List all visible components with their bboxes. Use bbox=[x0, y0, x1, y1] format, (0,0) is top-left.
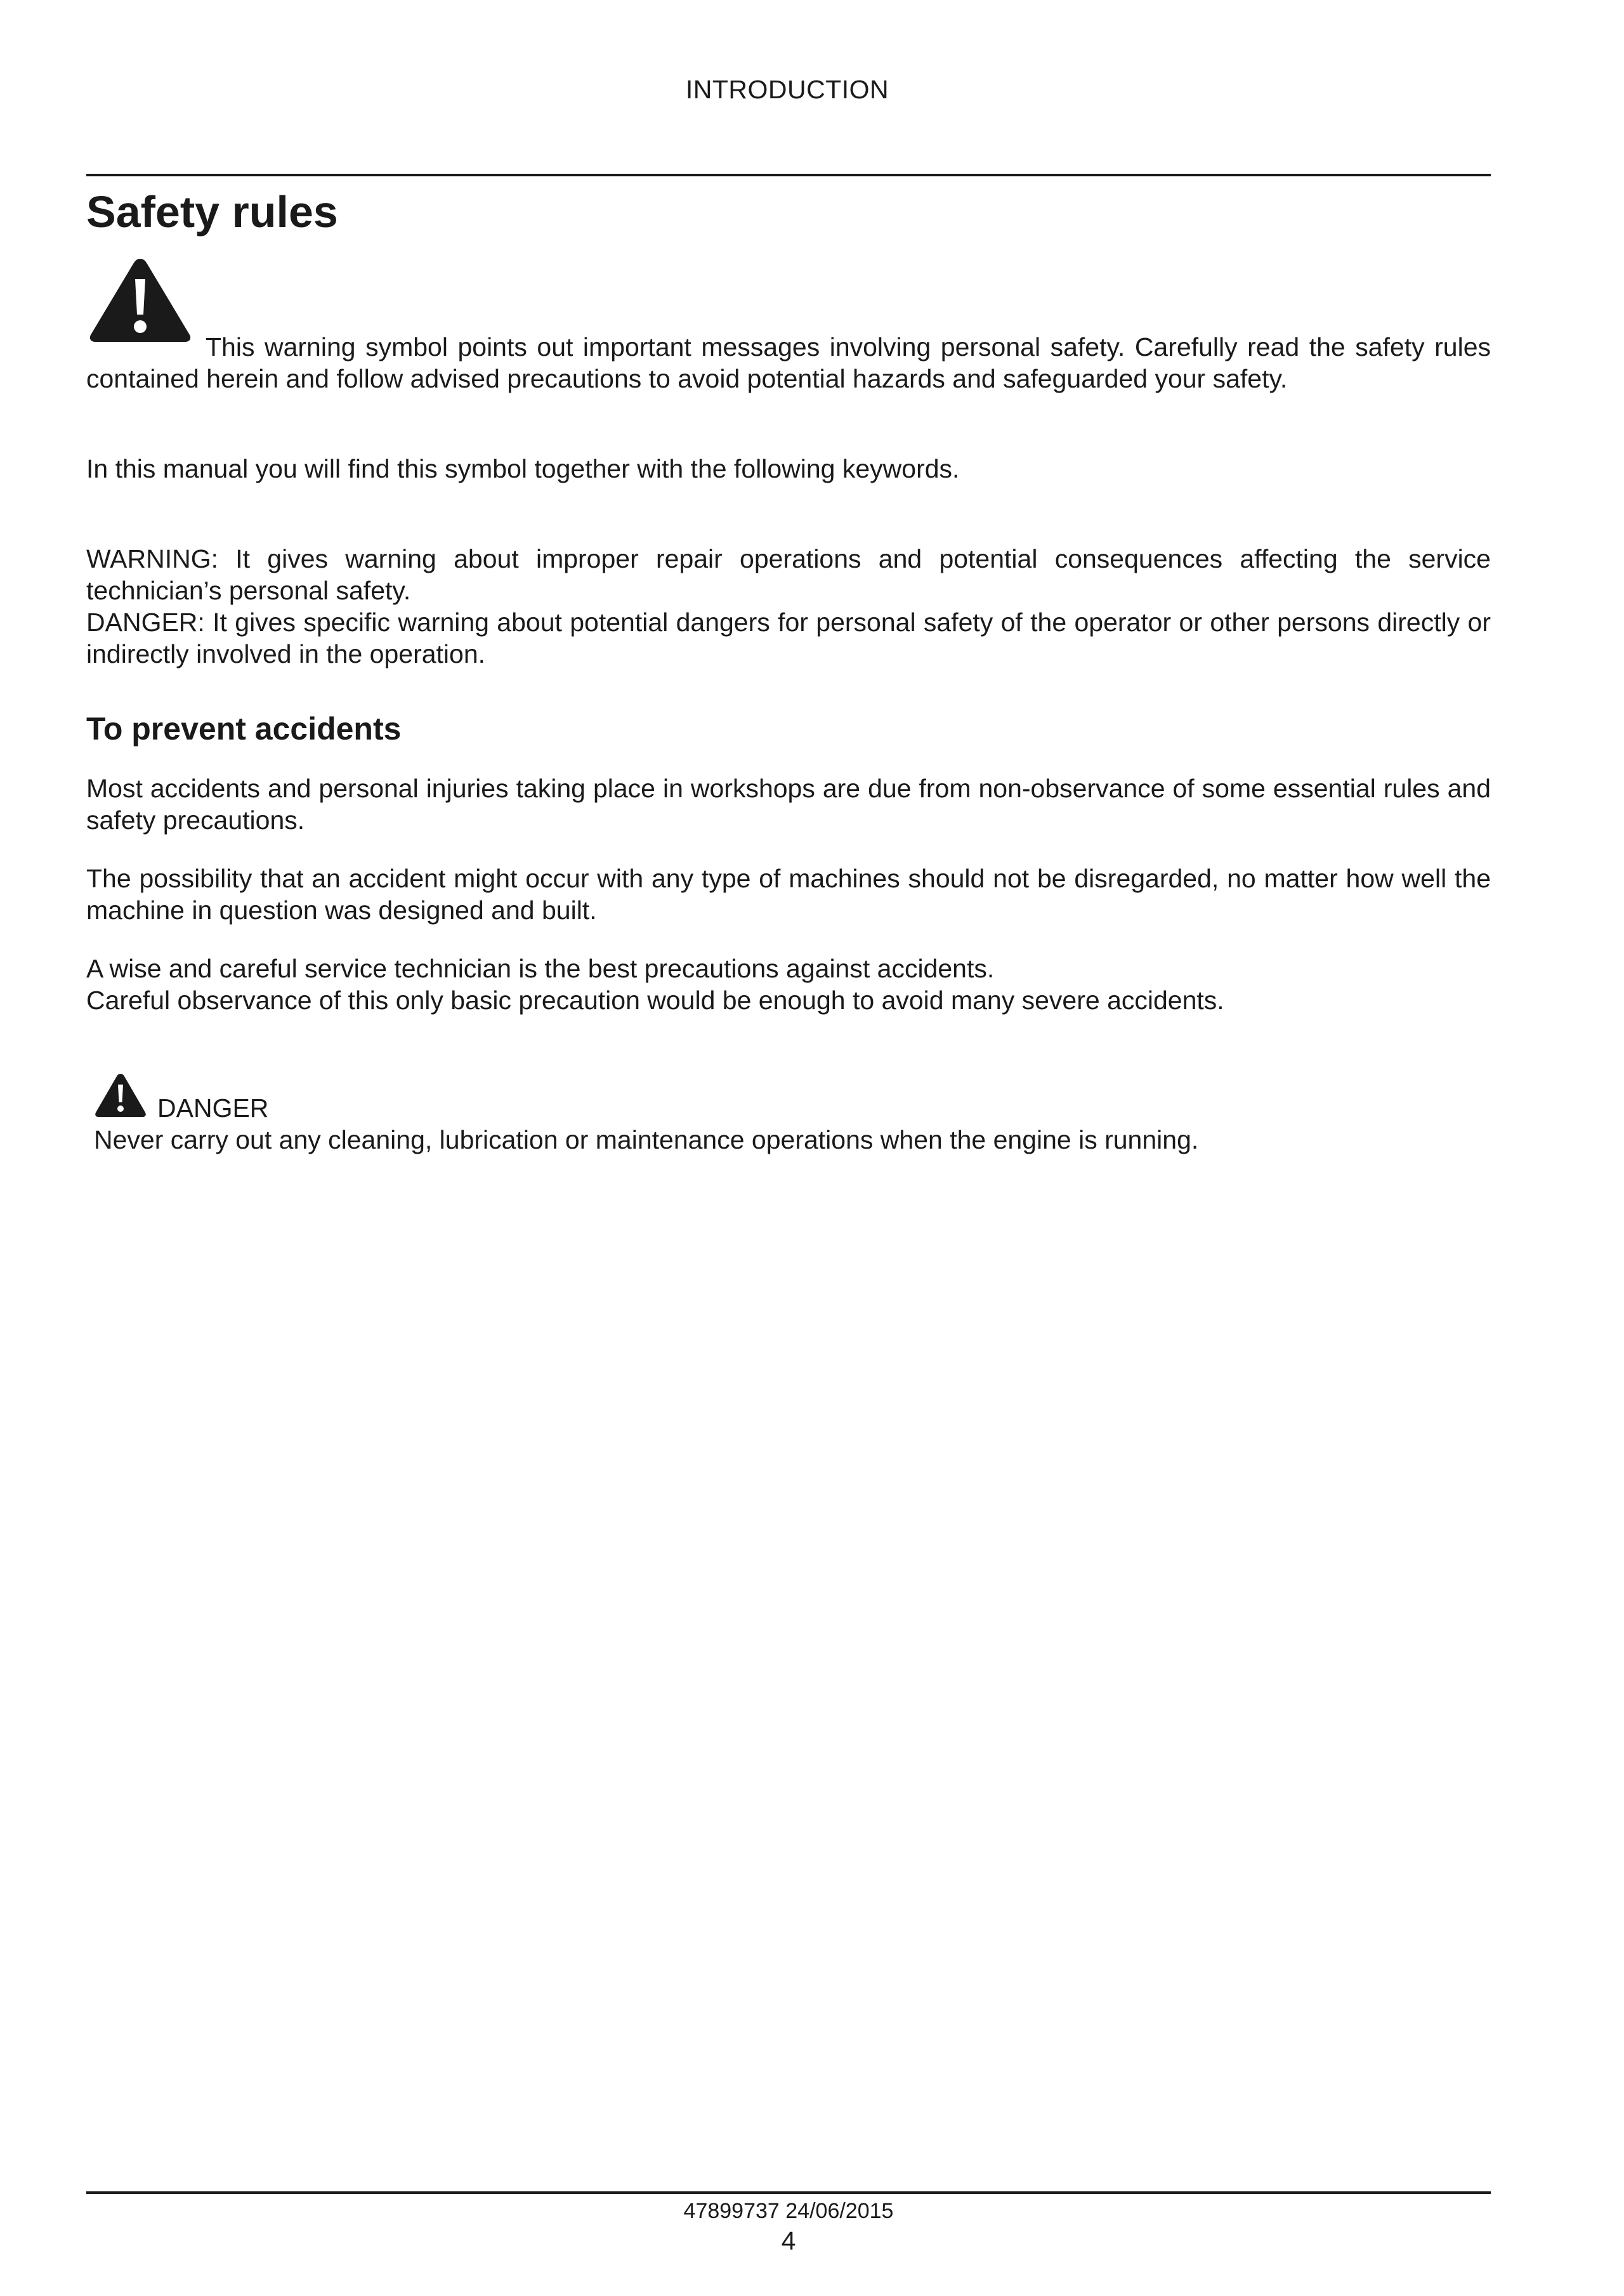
accidents-paragraph-2: The possibility that an accident might occur with any type of machines should not be disregarded, no matter how well the machine in question was designed and built. bbox=[86, 864, 1491, 925]
danger-notice-text: Never carry out any cleaning, lubrication or maintenance operations when the engine is running. bbox=[94, 1125, 1199, 1154]
warning-definition: WARNING: It gives warning about improper repair operations and potential consequences affecting the service technician’s personal safety. bbox=[86, 544, 1491, 605]
danger-notice-header bbox=[94, 1073, 1491, 1124]
header-rule bbox=[86, 174, 1491, 176]
keyword-definitions bbox=[86, 543, 1491, 670]
running-header: INTRODUCTION bbox=[685, 75, 889, 104]
warning-triangle-icon bbox=[94, 1072, 147, 1119]
accidents-paragraph-3 bbox=[86, 953, 1491, 1016]
danger-notice bbox=[86, 1073, 1491, 1156]
keywords-intro: In this manual you will find this symbol together with the following keywords. bbox=[86, 454, 960, 483]
section-subtitle: To prevent accidents bbox=[86, 711, 402, 747]
page-title: Safety rules bbox=[86, 187, 338, 237]
page-number: 4 bbox=[781, 2226, 796, 2255]
intro-block bbox=[86, 255, 1491, 395]
danger-label: DANGER bbox=[157, 1093, 269, 1123]
danger-definition: DANGER: It gives specific warning about potential dangers for personal safety of the operator or other persons directly or indirectly involved in the operation. bbox=[86, 608, 1491, 669]
accidents-paragraph-1: Most accidents and personal injuries taking place in workshops are due from non-observance of some essential rules and safety precautions. bbox=[86, 774, 1491, 835]
warning-triangle-icon bbox=[86, 255, 194, 345]
precaution-line-2: Careful observance of this only basic precaution would be enough to avoid many severe accidents. bbox=[86, 986, 1224, 1015]
document-code: 47899737 24/06/2015 bbox=[683, 2199, 894, 2223]
precaution-line-1: A wise and careful service technician is the best precautions against accidents. bbox=[86, 954, 995, 983]
page-content bbox=[86, 179, 1491, 1156]
intro-paragraph: This warning symbol points out important messages involving personal safety. Carefully read the safety rules contained herein and follow advised precautions to avoid potential hazards and safeguarded your safety. bbox=[86, 332, 1491, 393]
footer-rule bbox=[86, 2191, 1491, 2194]
